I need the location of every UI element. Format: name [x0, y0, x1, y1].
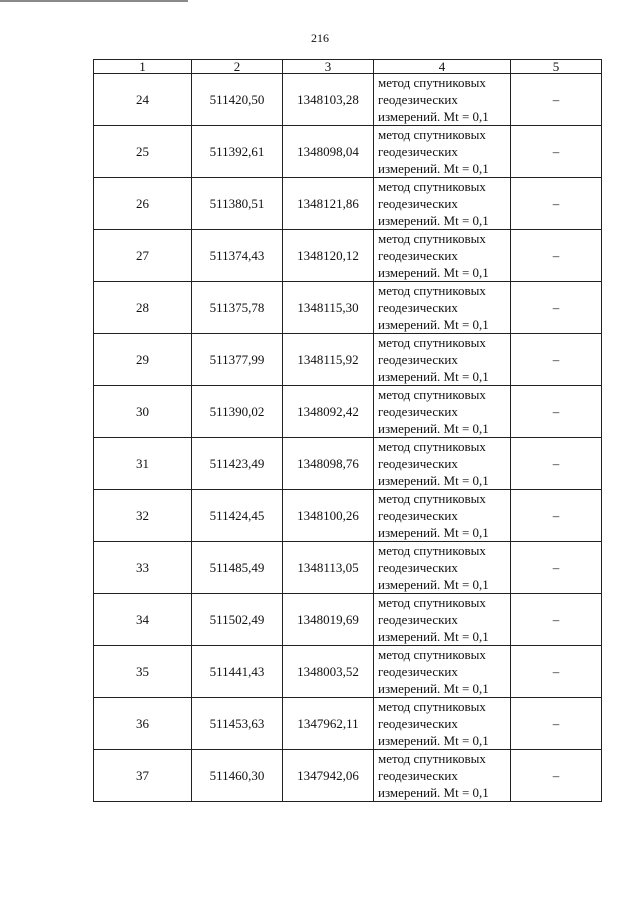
- method-line: геодезических: [378, 664, 458, 679]
- method-line: метод спутниковых: [378, 179, 486, 194]
- method-line: геодезических: [378, 716, 458, 731]
- y-coordinate-cell: 1348113,05: [283, 542, 374, 594]
- y-coordinate-cell: 1348100,26: [283, 490, 374, 542]
- method-line: метод спутниковых: [378, 387, 486, 402]
- point-number-cell: 28: [94, 282, 192, 334]
- note-cell: –: [511, 698, 602, 750]
- method-line: измерений. Mt = 0,1: [378, 213, 489, 228]
- table-row: [94, 230, 602, 282]
- method-line: геодезических: [378, 560, 458, 575]
- method-line: геодезических: [378, 612, 458, 627]
- table-row: [94, 386, 602, 438]
- method-line: измерений. Mt = 0,1: [378, 421, 489, 436]
- table-row: [94, 698, 602, 750]
- method-cell: [374, 698, 511, 750]
- method-line: геодезических: [378, 768, 458, 783]
- method-line: геодезических: [378, 404, 458, 419]
- y-coordinate-cell: 1348092,42: [283, 386, 374, 438]
- method-line: геодезических: [378, 300, 458, 315]
- method-line: измерений. Mt = 0,1: [378, 525, 489, 540]
- note-cell: –: [511, 542, 602, 594]
- point-number-cell: 36: [94, 698, 192, 750]
- method-cell: [374, 438, 511, 490]
- x-coordinate-cell: 511377,99: [192, 334, 283, 386]
- note-cell: –: [511, 386, 602, 438]
- method-line: метод спутниковых: [378, 751, 486, 766]
- method-cell: [374, 334, 511, 386]
- point-number-cell: 27: [94, 230, 192, 282]
- point-number-cell: 31: [94, 438, 192, 490]
- method-line: метод спутниковых: [378, 127, 486, 142]
- method-cell: [374, 646, 511, 698]
- method-line: измерений. Mt = 0,1: [378, 317, 489, 332]
- x-coordinate-cell: 511485,49: [192, 542, 283, 594]
- table-row: [94, 594, 602, 646]
- note-cell: –: [511, 178, 602, 230]
- x-coordinate-cell: 511392,61: [192, 126, 283, 178]
- top-rule: [0, 0, 188, 2]
- x-coordinate-cell: 511375,78: [192, 282, 283, 334]
- method-line: метод спутниковых: [378, 231, 486, 246]
- x-coordinate-cell: 511453,63: [192, 698, 283, 750]
- table-row: [94, 646, 602, 698]
- method-line: геодезических: [378, 456, 458, 471]
- method-cell: [374, 490, 511, 542]
- x-coordinate-cell: 511420,50: [192, 74, 283, 126]
- x-coordinate-cell: 511390,02: [192, 386, 283, 438]
- y-coordinate-cell: 1348098,76: [283, 438, 374, 490]
- x-coordinate-cell: 511374,43: [192, 230, 283, 282]
- note-cell: –: [511, 594, 602, 646]
- column-header: 3: [283, 60, 374, 74]
- method-line: измерений. Mt = 0,1: [378, 265, 489, 280]
- y-coordinate-cell: 1348115,92: [283, 334, 374, 386]
- method-line: геодезических: [378, 352, 458, 367]
- method-cell: [374, 542, 511, 594]
- method-line: метод спутниковых: [378, 75, 486, 90]
- method-line: метод спутниковых: [378, 543, 486, 558]
- method-cell: [374, 386, 511, 438]
- method-line: метод спутниковых: [378, 283, 486, 298]
- method-line: измерений. Mt = 0,1: [378, 681, 489, 696]
- note-cell: –: [511, 230, 602, 282]
- method-line: метод спутниковых: [378, 439, 486, 454]
- x-coordinate-cell: 511460,30: [192, 750, 283, 802]
- point-number-cell: 29: [94, 334, 192, 386]
- method-cell: [374, 750, 511, 802]
- point-number-cell: 35: [94, 646, 192, 698]
- page-number: 216: [311, 31, 329, 45]
- y-coordinate-cell: 1348003,52: [283, 646, 374, 698]
- method-line: метод спутниковых: [378, 491, 486, 506]
- table-row: [94, 750, 602, 802]
- y-coordinate-cell: 1347942,06: [283, 750, 374, 802]
- method-cell: [374, 594, 511, 646]
- coordinates-table: [93, 59, 602, 802]
- method-line: измерений. Mt = 0,1: [378, 785, 489, 800]
- method-line: метод спутниковых: [378, 647, 486, 662]
- table-row: [94, 74, 602, 126]
- y-coordinate-cell: 1348019,69: [283, 594, 374, 646]
- method-cell: [374, 74, 511, 126]
- point-number-cell: 34: [94, 594, 192, 646]
- method-cell: [374, 126, 511, 178]
- table-row: [94, 282, 602, 334]
- table-body: [94, 74, 602, 802]
- point-number-cell: 25: [94, 126, 192, 178]
- point-number-cell: 32: [94, 490, 192, 542]
- x-coordinate-cell: 511380,51: [192, 178, 283, 230]
- method-line: измерений. Mt = 0,1: [378, 161, 489, 176]
- method-line: геодезических: [378, 508, 458, 523]
- point-number-cell: 24: [94, 74, 192, 126]
- method-line: геодезических: [378, 144, 458, 159]
- table-header-row: [94, 60, 602, 74]
- method-line: измерений. Mt = 0,1: [378, 577, 489, 592]
- note-cell: –: [511, 334, 602, 386]
- y-coordinate-cell: 1347962,11: [283, 698, 374, 750]
- table-row: [94, 542, 602, 594]
- point-number-cell: 26: [94, 178, 192, 230]
- method-cell: [374, 282, 511, 334]
- x-coordinate-cell: 511423,49: [192, 438, 283, 490]
- point-number-cell: 37: [94, 750, 192, 802]
- note-cell: –: [511, 438, 602, 490]
- note-cell: –: [511, 750, 602, 802]
- column-header: 4: [374, 60, 511, 74]
- x-coordinate-cell: 511441,43: [192, 646, 283, 698]
- column-header: 2: [192, 60, 283, 74]
- y-coordinate-cell: 1348120,12: [283, 230, 374, 282]
- note-cell: –: [511, 490, 602, 542]
- method-line: метод спутниковых: [378, 595, 486, 610]
- y-coordinate-cell: 1348115,30: [283, 282, 374, 334]
- y-coordinate-cell: 1348103,28: [283, 74, 374, 126]
- method-line: геодезических: [378, 248, 458, 263]
- point-number-cell: 30: [94, 386, 192, 438]
- table-row: [94, 178, 602, 230]
- method-line: геодезических: [378, 92, 458, 107]
- method-line: измерений. Mt = 0,1: [378, 733, 489, 748]
- method-line: метод спутниковых: [378, 335, 486, 350]
- y-coordinate-cell: 1348121,86: [283, 178, 374, 230]
- point-number-cell: 33: [94, 542, 192, 594]
- note-cell: –: [511, 282, 602, 334]
- x-coordinate-cell: 511424,45: [192, 490, 283, 542]
- table-row: [94, 334, 602, 386]
- column-header: 1: [94, 60, 192, 74]
- method-cell: [374, 178, 511, 230]
- note-cell: –: [511, 74, 602, 126]
- method-cell: [374, 230, 511, 282]
- table-row: [94, 438, 602, 490]
- method-line: измерений. Mt = 0,1: [378, 629, 489, 644]
- column-header: 5: [511, 60, 602, 74]
- table-row: [94, 490, 602, 542]
- method-line: метод спутниковых: [378, 699, 486, 714]
- y-coordinate-cell: 1348098,04: [283, 126, 374, 178]
- method-line: геодезических: [378, 196, 458, 211]
- method-line: измерений. Mt = 0,1: [378, 473, 489, 488]
- table-row: [94, 126, 602, 178]
- x-coordinate-cell: 511502,49: [192, 594, 283, 646]
- method-line: измерений. Mt = 0,1: [378, 369, 489, 384]
- note-cell: –: [511, 126, 602, 178]
- note-cell: –: [511, 646, 602, 698]
- method-line: измерений. Mt = 0,1: [378, 109, 489, 124]
